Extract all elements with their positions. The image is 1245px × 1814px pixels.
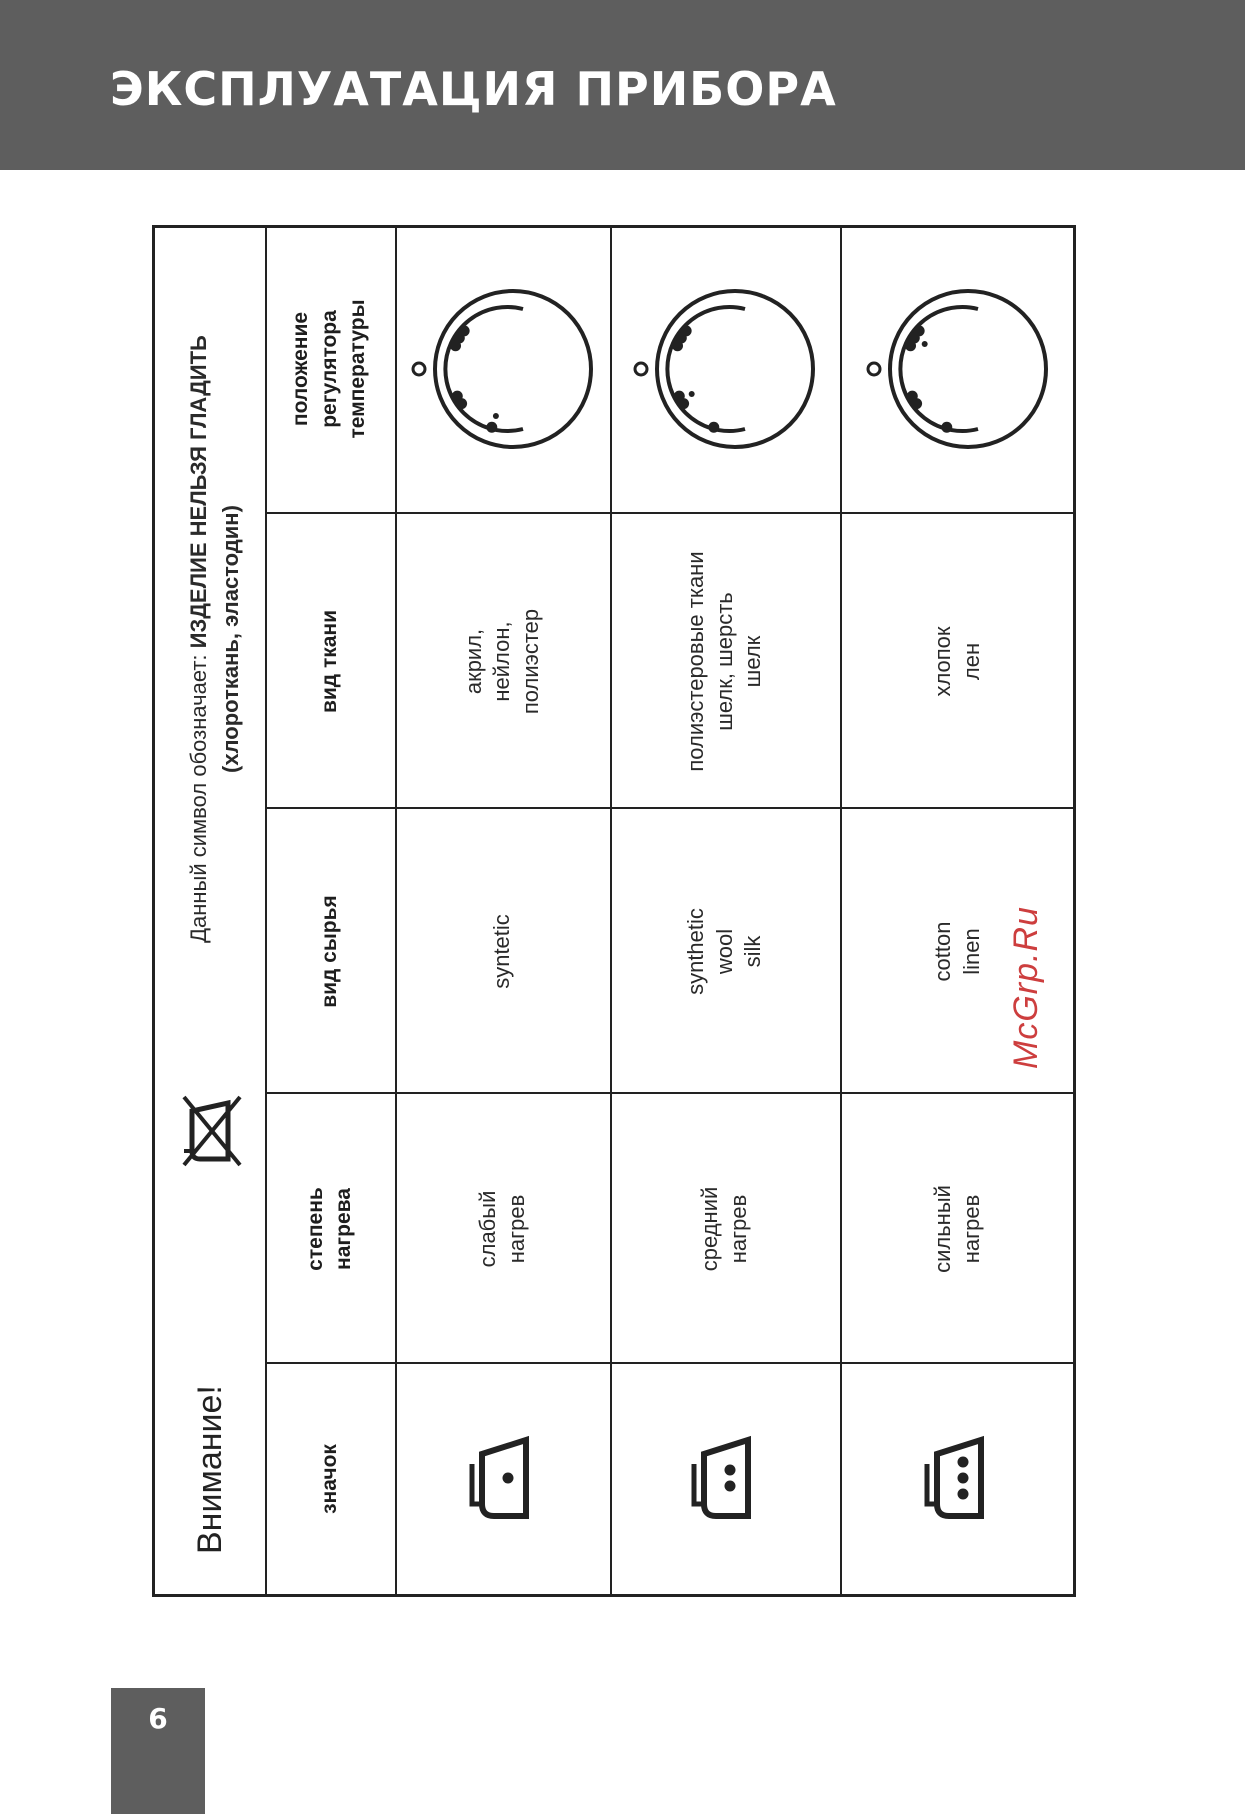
- fabric-cell: [395, 514, 610, 809]
- header-material: вид сырья: [317, 895, 341, 1008]
- regulator-cell: [395, 225, 610, 514]
- fabric-line: акрил,: [460, 628, 486, 695]
- iron-dot: [958, 1457, 969, 1468]
- iron-dot: [502, 1473, 513, 1484]
- iron-2-dot-icon: [690, 1434, 760, 1524]
- dial-pointer: [492, 413, 498, 419]
- heat-line: нагрев: [503, 1194, 529, 1264]
- iron-1-dot-icon: [468, 1434, 538, 1524]
- header-fabric: вид ткани: [317, 609, 341, 714]
- iron-3-dot-icon: [923, 1434, 993, 1524]
- regulator-cell: [610, 225, 840, 514]
- fabric-cell: [610, 514, 840, 809]
- header-heat-line2: нагрева: [332, 1188, 355, 1270]
- page-number: 6: [148, 1702, 168, 1735]
- iron-icon-cell: [395, 1364, 610, 1594]
- page-number-box: [111, 1688, 205, 1814]
- header-icon: значок: [317, 1444, 341, 1514]
- material-line: syntetic: [489, 914, 515, 989]
- iron-dot: [725, 1481, 736, 1492]
- dial-scale-dot: [458, 325, 469, 336]
- header-regulator-line1: положение: [289, 311, 313, 427]
- fabric-line: полиэстеровые ткани: [683, 551, 709, 772]
- fabric-line: лен: [959, 642, 984, 681]
- dial-scale-dot: [941, 422, 952, 433]
- watermark: McGrp.Ru: [1007, 906, 1045, 1069]
- do-not-iron-icon: [180, 1093, 244, 1169]
- dial-scale-dot: [486, 422, 497, 433]
- fabric-line: полиэстер: [517, 608, 543, 715]
- heat-cell: [395, 1094, 610, 1364]
- material-cell: [395, 809, 610, 1094]
- page-title: ЭКСПЛУАТАЦИЯ ПРИБОРА: [110, 62, 837, 116]
- material-line: wool: [711, 928, 737, 975]
- dial-scale-dot: [914, 325, 925, 336]
- material-line: synthetic: [683, 908, 709, 995]
- dial-scale-dot: [907, 391, 918, 402]
- temperature-dial-icon: [625, 269, 825, 469]
- heat-cell: [840, 1094, 1076, 1364]
- heat-line: нагрев: [959, 1194, 984, 1264]
- header-bar: [0, 0, 1245, 170]
- heat-line: средний: [697, 1186, 723, 1272]
- iron-dot: [725, 1465, 736, 1476]
- iron-icon-cell: [610, 1364, 840, 1594]
- fabric-line: нейлон,: [489, 621, 515, 702]
- dial-pointer: [689, 391, 695, 397]
- iron-dot: [958, 1489, 969, 1500]
- material-cell: [610, 809, 840, 1094]
- dial-scale-dot: [708, 422, 719, 433]
- ironing-table: [152, 225, 1076, 1597]
- header-regulator-line2: регулятора: [317, 310, 341, 428]
- header-regulator: [265, 225, 395, 514]
- notice-sub: (хлороткань, эластодин): [218, 505, 243, 773]
- fabric-line: хлопок: [930, 626, 956, 697]
- material-line: linen: [959, 928, 984, 975]
- iron-dot: [958, 1473, 969, 1484]
- fabric-cell: [840, 514, 1076, 809]
- attention-label: Внимание!: [190, 1385, 229, 1554]
- fabric-line: шелк, шерсть: [711, 592, 737, 731]
- heat-line: нагрев: [726, 1194, 751, 1264]
- fabric-line: шелк: [740, 635, 766, 688]
- dial-pointer: [922, 341, 928, 347]
- rotated-table: [152, 225, 1076, 1597]
- temperature-dial-icon: [403, 269, 603, 469]
- notice-prefix: Данный символ обозначает:: [186, 648, 212, 943]
- iron-icon-cell: [840, 1364, 1076, 1594]
- material-line: silk: [740, 935, 766, 968]
- notice-bold: ИЗДЕЛИЕ НЕЛЬЗЯ ГЛАДИТЬ: [186, 335, 212, 649]
- dial-scale-dot: [681, 325, 692, 336]
- header-heat-line1: степень: [303, 1187, 327, 1271]
- temperature-dial-icon: [858, 269, 1058, 469]
- header-heat: [265, 1094, 395, 1364]
- material-line: cotton: [930, 921, 956, 982]
- dial-scale-dot: [451, 391, 462, 402]
- heat-line: сильный: [930, 1185, 956, 1273]
- notice-text: [165, 229, 265, 1049]
- ironing-table-region: [152, 225, 1076, 1597]
- heat-line: слабый: [474, 1190, 500, 1268]
- header-regulator-line3: температуры: [346, 299, 370, 439]
- regulator-cell: [840, 225, 1076, 514]
- heat-cell: [610, 1094, 840, 1364]
- dial-scale-dot: [674, 391, 685, 402]
